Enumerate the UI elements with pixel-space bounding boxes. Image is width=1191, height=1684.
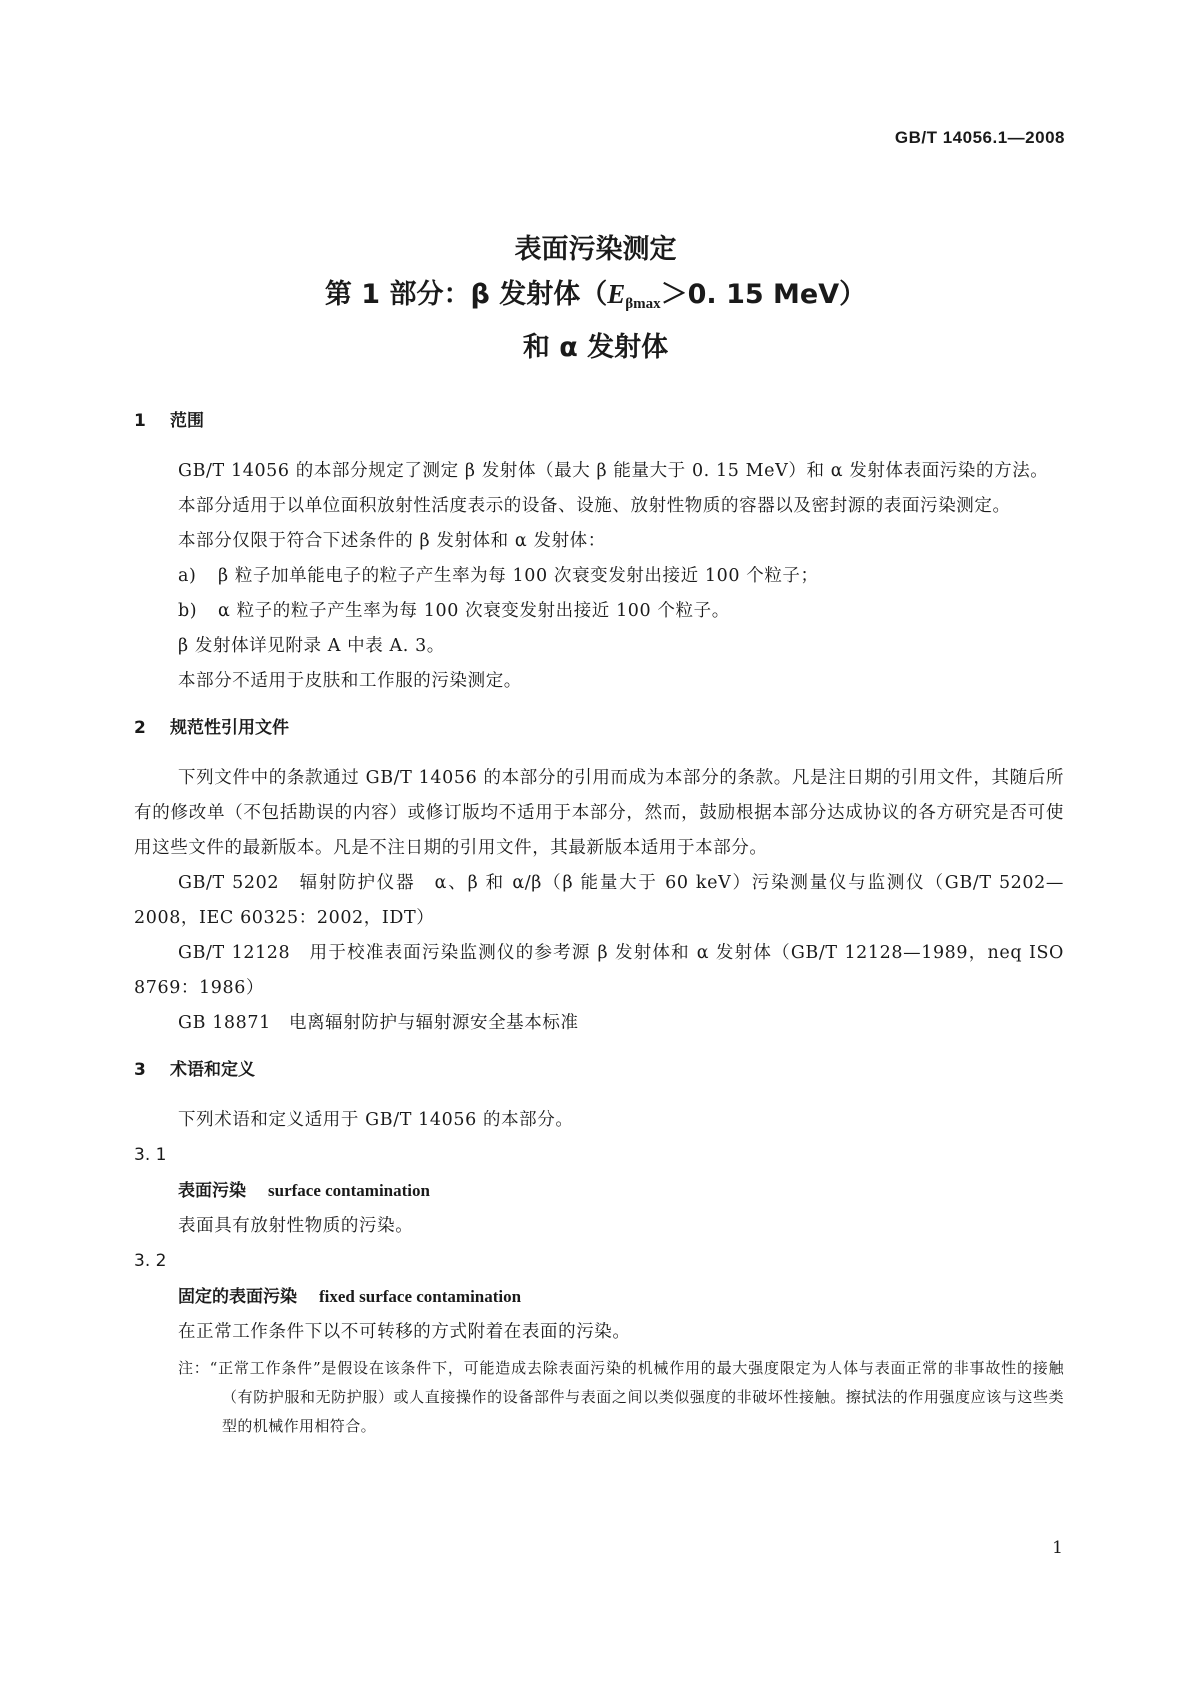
section-3-paragraph-1: 下列术语和定义适用于 GB/T 14056 的本部分。: [178, 1110, 574, 1130]
list-text-a: β 粒子加单能电子的粒子产生率为每 100 次衰变发射出接近 100 个粒子；: [218, 566, 819, 586]
title-line-3: 和 α 发射体: [522, 332, 669, 363]
list-marker-b: b): [178, 601, 198, 621]
document-body: [134, 410, 1064, 1441]
section-2-paragraph-1: 下列文件中的条款通过 GB/T 14056 的本部分的引用而成为本部分的条款。凡是注日期的引用文件，其随后所有的修改单（不包括勘误的内容）或修订版均不适用于本部分，然而，鼓励根据本部分达成协议的各方研究是否可使用这些文件的最新版本。凡是不注日期的引用文件，其最新版本适用于本部分。: [134, 768, 1064, 858]
title-line-1: 表面污染测定: [514, 234, 677, 265]
section-1-paragraph-1: GB/T 14056 的本部分规定了测定 β 发射体（最大 β 能量大于 0. 15 MeV）和 α 发射体表面污染的方法。: [178, 461, 1049, 481]
term-3-2-chinese: 固定的表面污染: [178, 1287, 297, 1307]
title-line-2-prefix: 第 1 部分：β 发射体（: [324, 279, 608, 310]
list-text-b: α 粒子的粒子产生率为每 100 次衰变发射出接近 100 个粒子。: [218, 601, 730, 621]
term-3-2-english: fixed surface contamination: [319, 1287, 522, 1306]
title-energy-subscript: βmax: [625, 296, 661, 312]
section-1-paragraph-3: 本部分仅限于符合下述条件的 β 发射体和 α 发射体：: [178, 531, 606, 551]
term-3-2: [134, 1279, 1064, 1315]
term-3-2-number: 3. 2: [134, 1251, 167, 1271]
title-line-2: [0, 272, 1191, 326]
section-1-title: 范围: [170, 411, 204, 431]
section-3-number: 3: [134, 1060, 146, 1080]
list-item-a: [134, 559, 1064, 594]
document-title: [0, 228, 1191, 370]
section-2-number: 2: [134, 718, 146, 738]
term-3-2-note: 注：“正常工作条件”是假设在该条件下，可能造成去除表面污染的机械作用的最大强度限定为人体与表面正常的非事故性的接触（有防护服和无防护服）或人直接操作的设备部件与表面之间以类似强度的非破坏性接触。擦拭法的作用强度应该与这些类型的机械作用相符合。: [178, 1359, 1064, 1435]
standard-number: GB/T 14056.1—2008: [894, 128, 1065, 147]
section-3-heading: [134, 1059, 1064, 1081]
title-line-2-suffix: ＞0. 15 MeV）: [660, 279, 867, 310]
term-3-2-definition: 在正常工作条件下以不可转移的方式附着在表面的污染。: [178, 1322, 631, 1342]
term-3-1-definition: 表面具有放射性物质的污染。: [178, 1216, 414, 1236]
term-3-1-number: 3. 1: [134, 1145, 167, 1165]
page-number: 1: [1052, 1538, 1063, 1558]
section-1-paragraph-4: β 发射体详见附录 A 中表 A. 3。: [178, 636, 445, 656]
section-3-title: 术语和定义: [170, 1060, 255, 1080]
normative-reference-1: GB/T 5202 辐射防护仪器 α、β 和 α/β（β 能量大于 60 keV）污染测量仪与监测仪（GB/T 5202—2008，IEC 60325：2002，IDT）: [134, 873, 1064, 928]
term-3-1: [134, 1173, 1064, 1209]
section-1-paragraph-5: 本部分不适用于皮肤和工作服的污染测定。: [178, 671, 522, 691]
section-2-title: 规范性引用文件: [170, 718, 289, 738]
list-marker-a: a): [178, 566, 197, 586]
term-3-1-chinese: 表面污染: [178, 1181, 246, 1201]
title-energy-variable: E: [607, 279, 626, 309]
normative-reference-3: GB 18871 电离辐射防护与辐射源安全基本标准: [178, 1013, 579, 1033]
term-3-1-english: surface contamination: [268, 1181, 430, 1200]
section-1-paragraph-2: 本部分适用于以单位面积放射性活度表示的设备、设施、放射性物质的容器以及密封源的表面污染测定。: [178, 496, 1011, 516]
section-1-number: 1: [134, 411, 146, 431]
normative-reference-2: GB/T 12128 用于校准表面污染监测仪的参考源 β 发射体和 α 发射体（GB/T 12128—1989，neq ISO 8769：1986）: [134, 943, 1064, 998]
section-1-heading: [134, 410, 1064, 432]
section-2-heading: [134, 717, 1064, 739]
list-item-b: [134, 594, 1064, 629]
